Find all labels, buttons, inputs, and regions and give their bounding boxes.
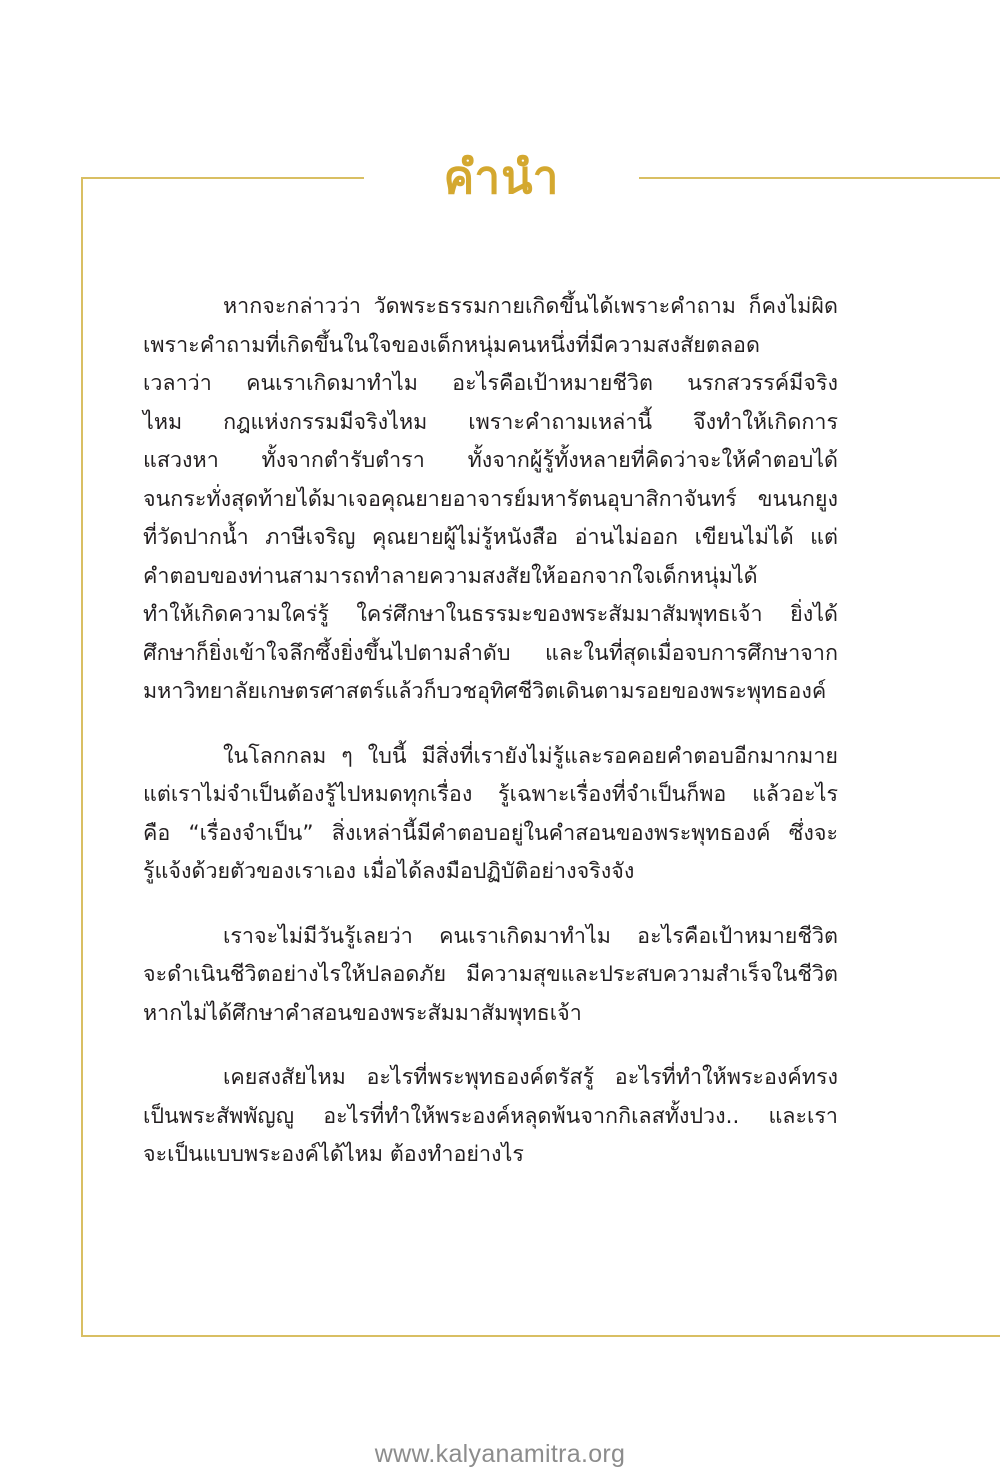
- paragraph-1: [143, 288, 838, 712]
- text-line: จนกระทั่งสุดท้ายได้มาเจอคุณยายอาจารย์มหารัตนอุบาสิกาจันทร์ ขนนกยูง: [143, 486, 838, 512]
- page-title: คำนำ: [443, 150, 560, 204]
- text-line: หากจะกล่าวว่า วัดพระธรรมกายเกิดขึ้นได้เพราะคำถาม ก็คงไม่ผิด: [223, 294, 838, 319]
- text-line: ทำให้เกิดความใคร่รู้ ใคร่ศึกษาในธรรมะของพระสัมมาสัมพุทธเจ้า ยิ่งได้: [143, 602, 838, 627]
- text-line: เราจะไม่มีวันรู้เลยว่า คนเราเกิดมาทำไม อะไรคือเป้าหมายชีวิต: [223, 923, 838, 949]
- text-line: จะดำเนินชีวิตอย่างไรให้ปลอดภัย มีความสุขและประสบความสำเร็จในชีวิต: [143, 962, 838, 987]
- text-line: ไหม กฎแห่งกรรมมีจริงไหม เพราะคำถามเหล่านี้ จึงทำให้เกิดการ: [143, 409, 838, 435]
- footer-url: www.kalyanamitra.org: [374, 1440, 626, 1468]
- text-line: ที่วัดปากน้ำ ภาษีเจริญ คุณยายผู้ไม่รู้หนังสือ อ่านไม่ออก เขียนไม่ได้ แต่: [143, 525, 838, 550]
- text-line: เวลาว่า คนเราเกิดมาทำไม อะไรคือเป้าหมายชีวิต นรกสวรรค์มีจริง: [143, 371, 838, 396]
- frame-left-border: [81, 177, 83, 1337]
- frame-top-left-border: [81, 177, 364, 179]
- text-line: คำตอบของท่านสามารถทำลายความสงสัยให้ออกจากใจเด็กหนุ่มได้: [143, 563, 758, 589]
- paragraph-4: [143, 1059, 838, 1175]
- text-line: มหาวิทยาลัยเกษตรศาสตร์แล้วก็บวชอุทิศชีวิตเดินตามรอยของพระพุทธองค์: [143, 679, 827, 704]
- text-line: ศึกษาก็ยิ่งเข้าใจลึกซึ้งยิ่งขึ้นไปตามลำดับ และในที่สุดเมื่อจบการศึกษาจาก: [143, 640, 838, 666]
- text-line: เป็นพระสัพพัญญู อะไรที่ทำให้พระองค์หลุดพ้นจากกิเลสทั้งปวง.. และเรา: [143, 1103, 838, 1129]
- text-line: แสวงหา ทั้งจากตำรับตำรา ทั้งจากผู้รู้ทั้งหลายที่คิดว่าจะให้คำตอบได้: [143, 448, 838, 473]
- paragraph-3: [143, 918, 838, 1034]
- text-line: หากไม่ได้ศึกษาคำสอนของพระสัมมาสัมพุทธเจ้า: [143, 1000, 582, 1026]
- text-line: เพราะคำถามที่เกิดขึ้นในใจของเด็กหนุ่มคนหนึ่งที่มีความสงสัยตลอด: [143, 332, 760, 358]
- text-line: เคยสงสัยไหม อะไรที่พระพุทธองค์ตรัสรู้ อะไรที่ทำให้พระองค์ทรง: [223, 1065, 838, 1090]
- text-line: แต่เราไม่จำเป็นต้องรู้ไปหมดทุกเรื่อง รู้เฉพาะเรื่องที่จำเป็นก็พอ แล้วอะไร: [143, 782, 838, 807]
- text-line: ในโลกกลม ๆ ใบนี้ มีสิ่งที่เรายังไม่รู้และรอคอยคำตอบอีกมากมาย: [223, 743, 838, 769]
- frame-bottom-border: [81, 1335, 1000, 1337]
- frame-top-right-border: [639, 177, 1000, 179]
- text-line: รู้แจ้งด้วยตัวของเราเอง เมื่อได้ลงมือปฏิบัติอย่างจริงจัง: [143, 859, 635, 884]
- preface-body: [143, 288, 838, 1201]
- text-line: คือ “เรื่องจำเป็น” สิ่งเหล่านี้มีคำตอบอยู่ในคำสอนของพระพุทธองค์ ซึ่งจะ: [143, 820, 838, 846]
- text-line: จะเป็นแบบพระองค์ได้ไหม ต้องทำอย่างไร: [143, 1142, 524, 1167]
- paragraph-2: [143, 738, 838, 892]
